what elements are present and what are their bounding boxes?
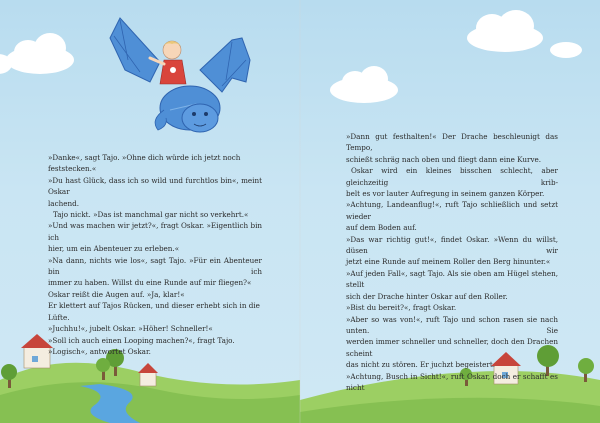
text-line: das nicht zu stören. Er juchzt begeistert. xyxy=(346,360,495,370)
text-line: lachend. xyxy=(48,198,80,208)
text-line: belt es vor lauter Aufregung in seinem ganzen Körper. xyxy=(346,189,545,199)
text-line: Oskar wird ein kleines bisschen schlecht, aber gleichzeitig krib- xyxy=(346,166,558,187)
text-line: »Danke«, sagt Tajo. »Ohne dich würde ich jetzt noch feststecken.« xyxy=(48,153,241,174)
book-gutter xyxy=(299,0,301,423)
text-line: »Achtung, Landeanflug!«, ruft Tajo schließlich und setzt wieder xyxy=(346,200,558,221)
cloud-right-top xyxy=(467,10,582,58)
left-page-text xyxy=(48,152,262,357)
text-line: »Aber so was von!«, ruft Tajo und schon rasen sie nach unten. Sie xyxy=(346,314,558,335)
dragon-illustration xyxy=(110,18,250,132)
text-line: Er klettert auf Tajos Rücken, und dieser erhebt sich in die Lüfte. xyxy=(48,301,260,322)
text-line: auf dem Boden auf. xyxy=(346,223,417,233)
right-page-text xyxy=(346,131,558,393)
text-line: »Achtung, Busch in Sicht!«, ruft Oskar, doch er schafft es nicht xyxy=(346,371,558,392)
text-line: »Soll ich auch einen Looping machen?«, fragt Tajo. xyxy=(48,335,235,345)
text-line: »Na dann, nichts wie los«, sagt Tajo. »Für ein Abenteuer bin ich xyxy=(48,255,262,277)
text-line: »Juchhu!«, jubelt Oskar. »Höher! Schneller!« xyxy=(48,324,213,334)
text-line: jetzt eine Runde auf meinem Roller den Berg hinunter.« xyxy=(346,257,551,267)
cloud-right-small xyxy=(330,66,398,103)
cloud-left xyxy=(0,33,74,74)
text-line: werden immer schneller und schneller, doch den Drachen scheint xyxy=(346,337,558,358)
text-line: sich der Drache hinter Oskar auf den Roller. xyxy=(346,291,508,301)
text-line: »Und was machen wir jetzt?«, fragt Oskar. »Eigentlich bin ich xyxy=(48,221,262,242)
text-line: »Dann gut festhalten!« Der Drache beschleunigt das Tempo, xyxy=(346,132,558,153)
text-line: Oskar reißt die Augen auf. »Ja, klar!« xyxy=(48,289,185,299)
text-line: schießt schräg nach oben und fliegt dann eine Kurve. xyxy=(346,154,542,164)
text-line: »Logisch«, antwortet Oskar. xyxy=(48,346,151,356)
text-line: immer zu haben. Willst du eine Runde auf mir fliegen?« xyxy=(48,278,252,288)
text-line: Tajo nickt. »Das ist manchmal gar nicht so verkehrt.« xyxy=(53,210,249,220)
text-line: »Du hast Glück, dass ich so wild und furchtlos bin«, meint Oskar xyxy=(48,175,262,197)
text-line: »Auf jeden Fall«, sagt Tajo. Als sie oben am Hügel stehen, stellt xyxy=(346,268,558,290)
text-line: hier, um ein Abenteuer zu erleben.« xyxy=(48,244,180,254)
text-line: »Das war richtig gut!«, findet Oskar. »Wenn du willst, düsen wir xyxy=(346,234,558,256)
text-line: »Bist du bereit?«, fragt Oskar. xyxy=(346,303,457,313)
